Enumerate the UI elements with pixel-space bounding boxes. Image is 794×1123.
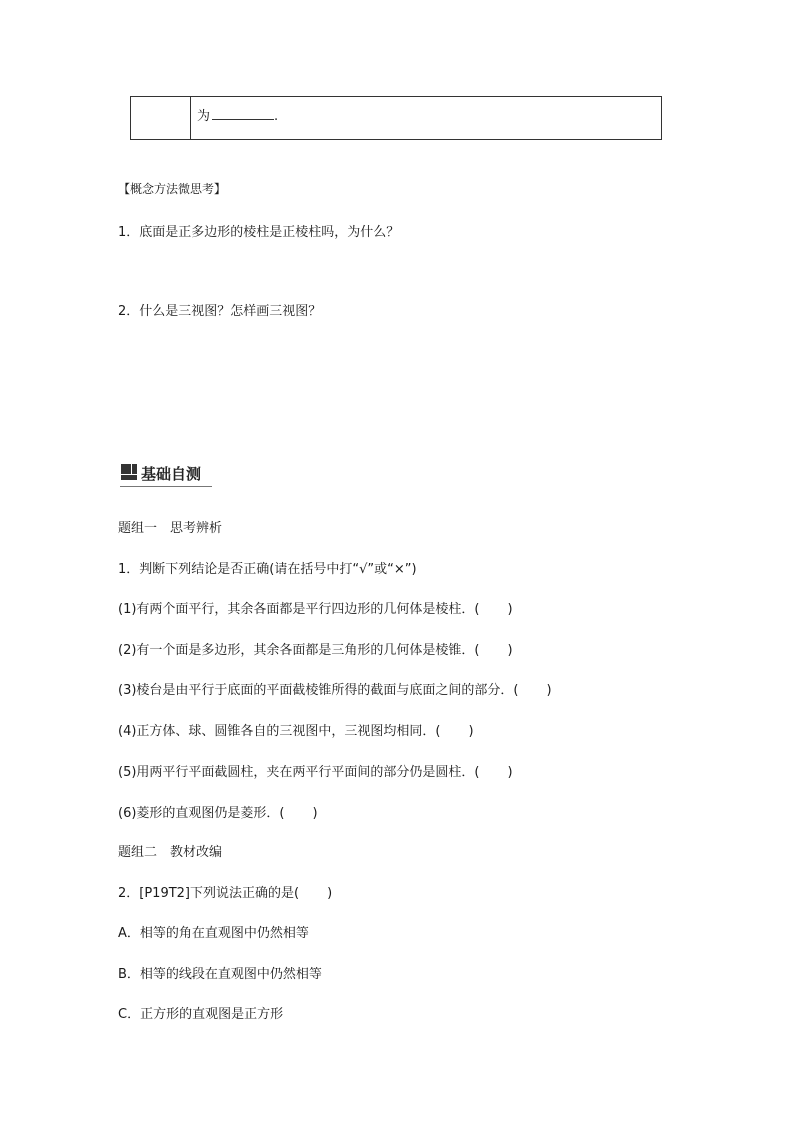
concept-question-1: 1．底面是正多边形的棱柱是正棱柱吗，为什么？ xyxy=(118,225,400,240)
group2-title: 题组二 教材改编 xyxy=(118,845,223,860)
concept-title: 【概念方法微思考】 xyxy=(118,182,227,196)
section-title: 基础自测 xyxy=(141,465,202,483)
judge-item-6 xyxy=(118,802,318,821)
judge-item-1 xyxy=(118,598,513,617)
judge-item-4 xyxy=(118,720,474,739)
close-paren: ) xyxy=(507,602,513,617)
close-paren: ) xyxy=(507,765,513,780)
judge-item-3 xyxy=(118,679,552,698)
table-cell-text: 为 xyxy=(197,109,211,124)
section-square-icon xyxy=(121,464,137,480)
close-paren: ) xyxy=(327,886,333,901)
group1-question-stem: 1．判断下列结论是否正确(请在括号中打“√”或“×”) xyxy=(118,562,417,577)
fill-blank[interactable] xyxy=(212,107,274,120)
judge-item-text: (4)正方体、球、圆锥各自的三视图中，三视图均相同．( xyxy=(118,724,441,739)
table-divider xyxy=(190,97,191,139)
option-a[interactable]: A．相等的角在直观图中仍然相等 xyxy=(118,926,309,941)
judge-item-text: (1)有两个面平行，其余各面都是平行四边形的几何体是棱柱．( xyxy=(118,602,480,617)
table-cell xyxy=(197,105,278,124)
close-paren: ) xyxy=(468,724,474,739)
judge-item-text: (2)有一个面是多边形，其余各面都是三角形的几何体是棱锥．( xyxy=(118,643,480,658)
concept-question-2: 2．什么是三视图？怎样画三视图？ xyxy=(118,304,322,319)
group2-question-stem xyxy=(118,882,332,901)
judge-item-text: (5)用两平行平面截圆柱，夹在两平行平面间的部分仍是圆柱．( xyxy=(118,765,480,780)
close-paren: ) xyxy=(546,683,552,698)
close-paren: ) xyxy=(507,643,513,658)
option-c[interactable]: C．正方形的直观图是正方形 xyxy=(118,1007,284,1022)
judge-item-text: (6)菱形的直观图仍是菱形．( xyxy=(118,806,285,821)
group1-title: 题组一 思考辨析 xyxy=(118,521,223,536)
judge-item-2 xyxy=(118,639,513,658)
question-stem-text: 2．[P19T2]下列说法正确的是( xyxy=(118,886,300,901)
close-paren: ) xyxy=(312,806,318,821)
judge-item-5 xyxy=(118,761,513,780)
table-cell-suffix: . xyxy=(274,109,279,124)
table-fragment xyxy=(130,96,662,140)
judge-item-text: (3)棱台是由平行于底面的平面截棱锥所得的截面与底面之间的部分．( xyxy=(118,683,519,698)
option-b[interactable]: B．相等的线段在直观图中仍然相等 xyxy=(118,967,322,982)
section-header xyxy=(120,462,212,487)
